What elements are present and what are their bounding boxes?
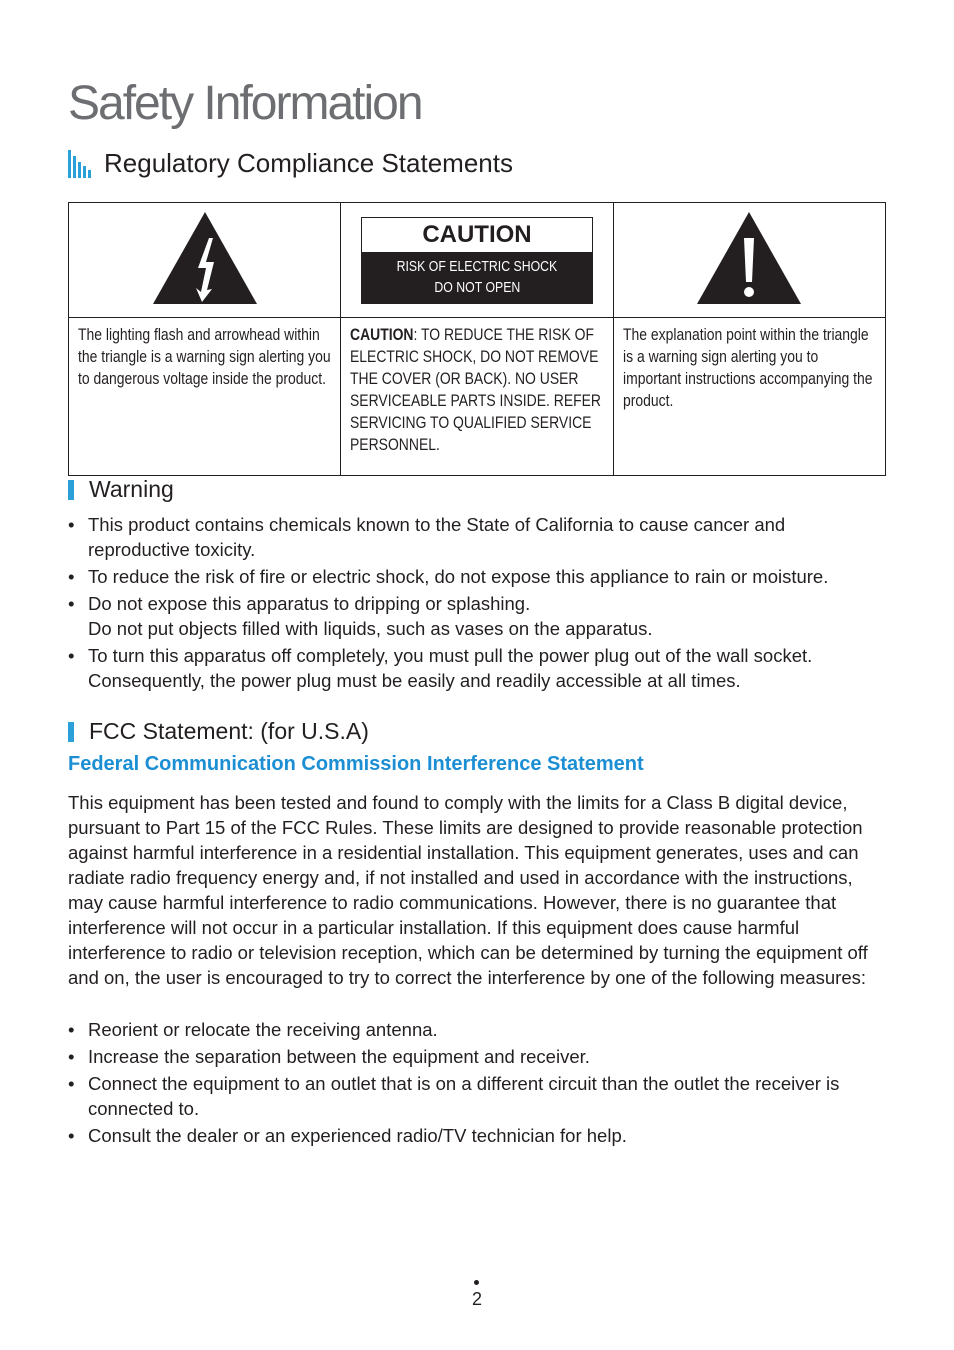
exclamation-symbol-cell xyxy=(613,203,885,318)
caution-description-bold: CAUTION xyxy=(350,325,414,344)
caution-risk-line2: DO NOT OPEN xyxy=(434,278,520,296)
lightning-triangle-icon xyxy=(151,210,259,306)
fcc-title: FCC Statement: (for U.S.A) xyxy=(89,718,369,744)
safety-symbols-table xyxy=(68,202,886,476)
lightning-symbol-cell xyxy=(69,203,341,318)
warning-list xyxy=(68,512,886,695)
caution-description xyxy=(341,318,613,476)
caution-label-cell xyxy=(341,203,613,318)
list-item: • To turn this apparatus off completely, you must pull the power plug out of the wall socket. Consequently, the power plug must be easily and readily accessible at all times. xyxy=(68,643,886,693)
list-item: • Reorient or relocate the receiving antenna. xyxy=(68,1017,886,1042)
lightning-description-text: The lighting flash and arrowhead within the triangle is a warning sign alerting you to dangerous voltage inside the product. xyxy=(78,325,331,388)
section-heading xyxy=(68,148,513,179)
list-item: • Increase the separation between the equipment and receiver. xyxy=(68,1044,886,1069)
warning-heading xyxy=(68,476,174,503)
list-item: • To reduce the risk of fire or electric shock, do not expose this appliance to rain or moisture. xyxy=(68,564,886,589)
section-title: Regulatory Compliance Statements xyxy=(104,148,513,178)
caution-label xyxy=(361,217,593,304)
caution-title: CAUTION xyxy=(422,220,532,248)
list-item: • Connect the equipment to an outlet that is on a different circuit than the outlet the receiver is connected to. xyxy=(68,1071,886,1121)
list-item xyxy=(68,591,886,641)
caution-risk-line1: RISK OF ELECTRIC SHOCK xyxy=(396,257,558,275)
list-item-line: Do not expose this apparatus to dripping or splashing. xyxy=(88,593,531,614)
fcc-heading xyxy=(68,718,369,745)
lightning-description xyxy=(69,318,341,476)
caution-description-rest: : TO REDUCE THE RISK OF ELECTRIC SHOCK, DO NOT REMOVE THE COVER (OR BACK). NO USER SERVICEABLE PARTS INSIDE. REFER SERVICING TO QUALIFIED SERVICE PERSONNEL. xyxy=(350,325,602,454)
page-dot-icon xyxy=(474,1280,479,1285)
fcc-measures-list xyxy=(68,1017,886,1150)
exclamation-triangle-icon xyxy=(695,210,803,306)
exclamation-description xyxy=(613,318,885,476)
caution-description-text xyxy=(350,324,603,456)
list-item: • Consult the dealer or an experienced radio/TV technician for help. xyxy=(68,1123,886,1148)
exclamation-description-text: The explanation point within the triangle is a warning sign alerting you to important instructions accompanying the product. xyxy=(622,325,873,410)
heading-marker xyxy=(68,722,74,742)
heading-marker xyxy=(68,480,74,500)
fcc-paragraph: This equipment has been tested and found to comply with the limits for a Class B digital device, pursuant to Part 15 of the FCC Rules. These limits are designed to provide reasonable protection against harmful interference in a residential installation. This equipment generates, uses and can radiate radio frequency energy and, if not installed and used in accordance with the instructions, may cause harmful interference to radio communications. However, there is no guarantee that interference will not occur in a particular installation. If this equipment does cause harmful interference to radio or television reception, which can be determined by turning the equipment off and on, the user is encouraged to try to correct the interference by one of the following measures: xyxy=(68,792,868,988)
fcc-subtitle: Federal Communication Commission Interference Statement xyxy=(68,753,644,775)
list-item-line: Do not put objects filled with liquids, such as vases on the apparatus. xyxy=(88,618,653,639)
page-title: Safety Information xyxy=(68,77,422,130)
caution-risk-text xyxy=(362,252,592,303)
list-item: • This product contains chemicals known to the State of California to cause cancer and reproductive toxicity. xyxy=(68,512,886,562)
bars-icon xyxy=(68,150,94,178)
warning-title: Warning xyxy=(89,476,174,502)
page-number: 2 xyxy=(471,1289,482,1309)
